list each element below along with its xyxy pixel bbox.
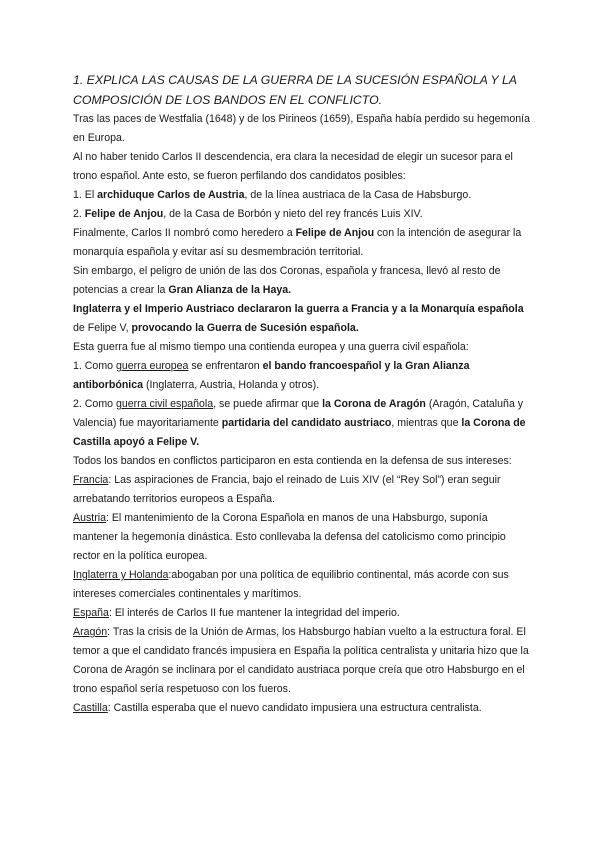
text-run: : El mantenimiento de la Corona Española en manos de una Habsburgo, suponía mantener la hegemonía dinástica. Esto conllevaba la defensa del catolicismo como principio rector en la política europea. xyxy=(73,512,506,562)
bold-text: archiduque Carlos de Austria xyxy=(97,189,245,201)
paragraph xyxy=(73,205,532,224)
text-run: , de la línea austriaca de la Casa de Habsburgo. xyxy=(244,189,472,201)
underlined-text: Francia xyxy=(73,474,109,486)
bold-text: Gran Alianza de la Haya. xyxy=(168,284,292,296)
text-run: (Aragón, Cataluña y Valencia) fue mayoritariamente xyxy=(73,398,524,429)
underlined-text: Castilla xyxy=(73,702,108,714)
underlined-text: guerra europea xyxy=(115,360,189,372)
text-run: Finalmente, Carlos II nombró como heredero a xyxy=(73,227,296,239)
text-run: , mientras que xyxy=(391,417,462,429)
paragraph xyxy=(73,471,532,509)
paragraph xyxy=(73,262,532,300)
paragraph xyxy=(73,699,532,718)
paragraph xyxy=(73,148,532,186)
bold-text: partidaria del candidato austriaco xyxy=(221,417,392,429)
document-body xyxy=(73,110,532,718)
text-run: se enfrentaron xyxy=(188,360,263,372)
bold-text: la Corona de Aragón xyxy=(322,398,426,410)
underlined-text: Inglaterra y Holanda xyxy=(73,569,169,581)
text-run: 2. xyxy=(73,208,85,220)
text-run: , se puede afirmar que xyxy=(213,398,323,410)
paragraph xyxy=(73,186,532,205)
text-run: Tras las paces de Westfalia (1648) y de los Pirineos (1659), España había perdido su hegemonía en Europa. xyxy=(73,113,530,144)
bold-text: provocando la Guerra de Sucesión española. xyxy=(131,322,359,334)
text-run: , de la Casa de Borbón y nieto del rey francés Luis XIV. xyxy=(163,208,423,220)
text-run: (Inglaterra, Austria, Holanda y otros). xyxy=(143,379,320,391)
bold-text: Inglaterra y el Imperio Austriaco declararon la guerra a Francia y a la Monarquía española xyxy=(73,303,524,315)
text-run: de Felipe V, xyxy=(73,322,132,334)
bold-text: la Corona de Castilla apoyó a Felipe V. xyxy=(73,417,526,448)
paragraph xyxy=(73,224,532,262)
text-run: : El interés de Carlos II fue mantener la integridad del imperio. xyxy=(108,607,400,619)
underlined-text: Austria xyxy=(73,512,106,524)
bold-text: Felipe de Anjou xyxy=(84,208,164,220)
paragraph xyxy=(73,338,532,357)
text-run: 1. Como xyxy=(73,360,116,372)
paragraph xyxy=(73,604,532,623)
text-run: Sin embargo, el peligro de unión de las dos Coronas, española y francesa, llevó al resto de potencias a crear la xyxy=(73,265,501,296)
text-run: 2. Como xyxy=(73,398,116,410)
text-run: Al no haber tenido Carlos II descendencia, era clara la necesidad de elegir un sucesor para el trono español. Ante esto, se fueron perfilando dos candidatos posibles: xyxy=(73,151,513,182)
paragraph xyxy=(73,357,532,395)
text-run: Esta guerra fue al mismo tiempo una contienda europea y una guerra civil española: xyxy=(73,341,469,353)
text-run: : Tras la crisis de la Unión de Armas, los Habsburgo habían vuelto a la estructura foral. El temor a que el candidato francés impusiera en España la política centralista y unitaria hizo que la Corona de Aragón se inclinara por el candidato austriaca porque creía que otro Habsburgo en el trono español sería respetuoso con los fueros. xyxy=(73,626,529,695)
paragraph xyxy=(73,300,532,338)
underlined-text: Aragón xyxy=(73,626,108,638)
text-run: : Las aspiraciones de Francia, bajo el reinado de Luis XIV (el “Rey Sol”) eran seguir arrebatando territorios europeos a España. xyxy=(73,474,501,505)
paragraph xyxy=(73,110,532,148)
text-run: : Castilla esperaba que el nuevo candidato impusiera una estructura centralista. xyxy=(107,702,482,714)
text-run: con la intención de asegurar la monarquía española y evitar así su desmembración territorial. xyxy=(73,227,522,258)
paragraph xyxy=(73,509,532,566)
paragraph xyxy=(73,395,532,452)
document-title: 1. EXPLICA LAS CAUSAS DE LA GUERRA DE LA SUCESIÓN ESPAÑOLA Y LA COMPOSICIÓN DE LOS BANDOS EN EL CONFLICTO. xyxy=(73,73,517,107)
text-run: Todos los bandos en conflictos participaron en esta contienda en la defensa de sus intereses: xyxy=(73,455,512,467)
paragraph xyxy=(73,623,532,699)
paragraph xyxy=(73,452,532,471)
bold-text: Felipe de Anjou xyxy=(295,227,375,239)
underlined-text: guerra civil española xyxy=(115,398,214,410)
bold-text: el bando francoespañol y la Gran Alianza antiborbónica xyxy=(73,360,470,391)
underlined-text: España xyxy=(73,607,109,619)
paragraph xyxy=(73,566,532,604)
text-run: 1. El xyxy=(73,189,98,201)
text-run: :abogaban por una política de equilibrio continental, más acorde con sus intereses comerciales continentales y marítimos. xyxy=(73,569,509,600)
